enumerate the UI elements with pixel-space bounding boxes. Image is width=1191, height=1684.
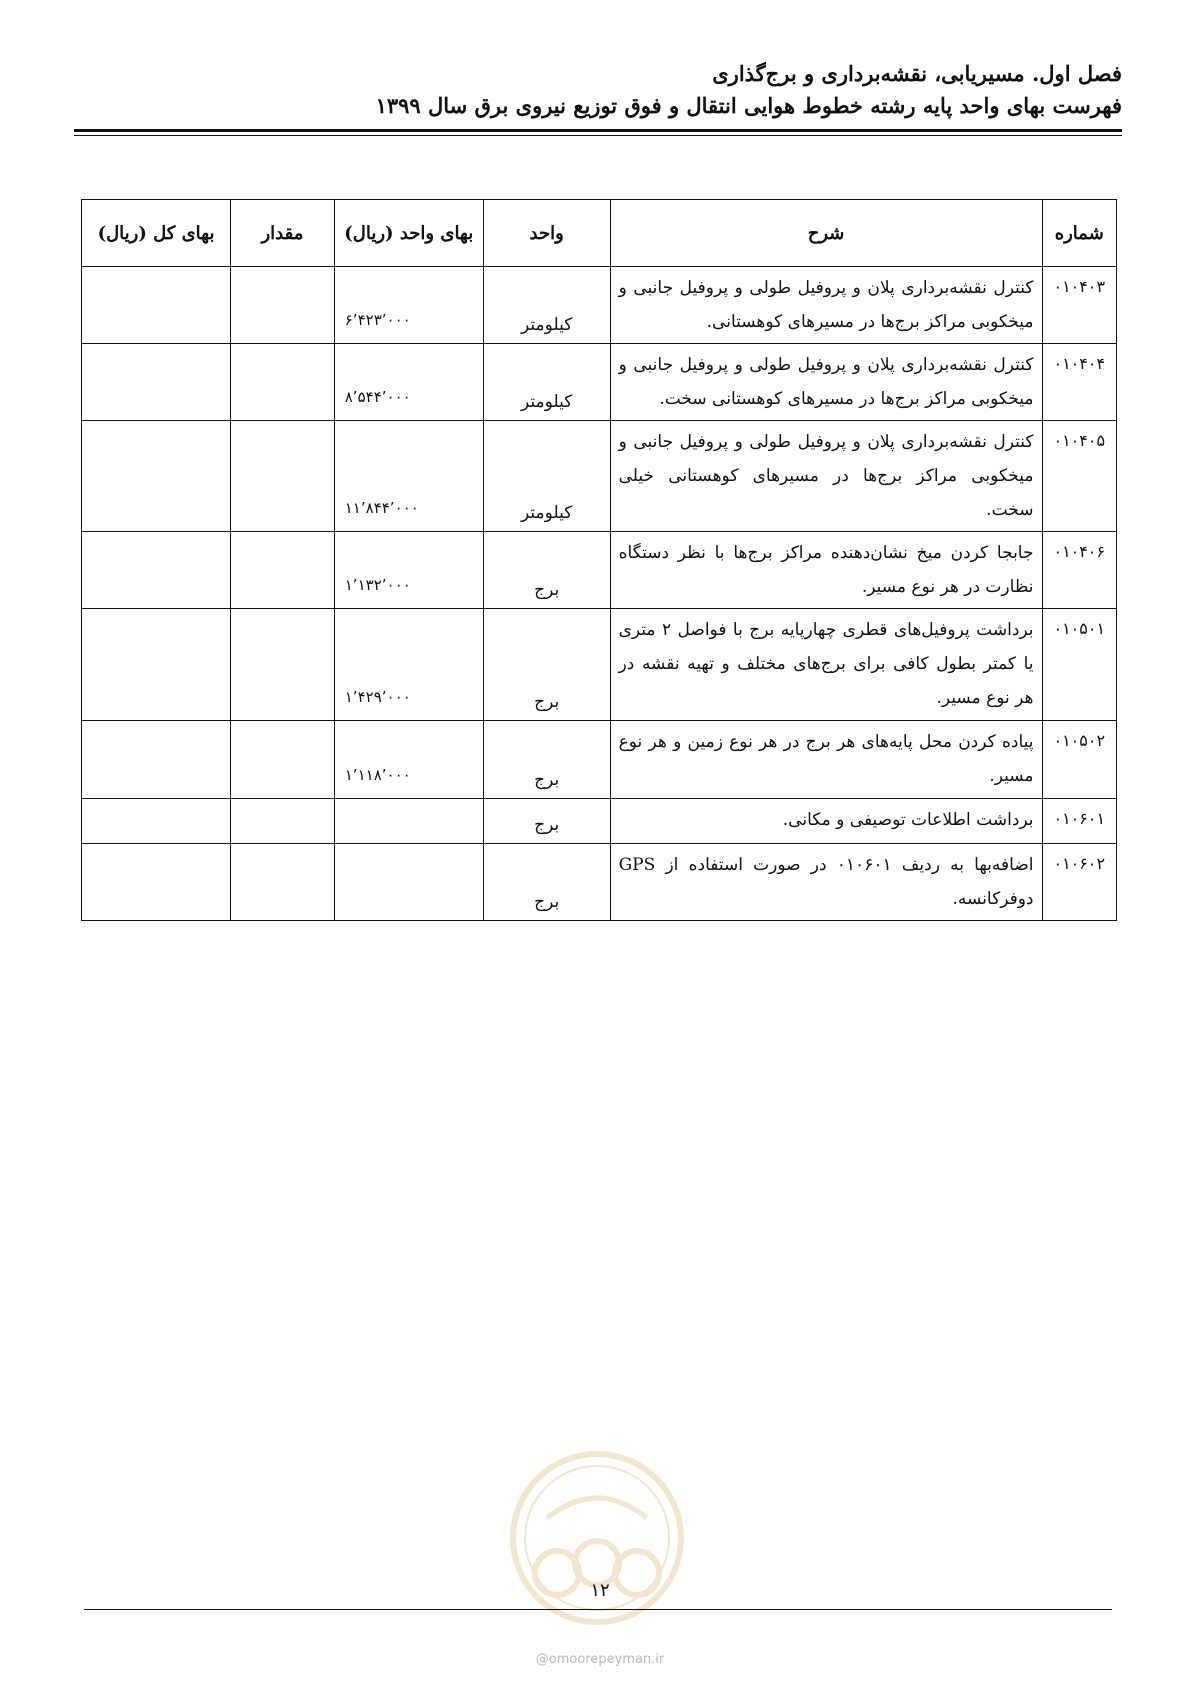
row-description: کنترل نقشه‌برداری پلان و پروفیل طولی و پروفیل جانبی و میخکوبی مراکز برج‌ها در مسیرهای کوهستانی خیلی سخت. — [610, 421, 1042, 532]
row-unit: کیلومتر — [483, 421, 610, 532]
row-quantity — [231, 344, 335, 421]
row-unit-price: ۶٬۴۲۳٬۰۰۰ — [334, 267, 483, 344]
header-rule-thin — [74, 135, 1122, 136]
row-description: کنترل نقشه‌برداری پلان و پروفیل طولی و پروفیل جانبی و میخکوبی مراکز برج‌ها در مسیرهای کوهستانی. — [610, 267, 1042, 344]
watermark-seal-icon — [507, 1448, 687, 1628]
row-description: اضافه‌بها به ردیف ۰۱۰۶۰۱ در صورت استفاده از GPS دوفرکانسه. — [610, 844, 1042, 921]
header-total-price: بهای کل (ریال) — [82, 200, 231, 267]
page-number: ۱۲ — [590, 1580, 610, 1601]
row-unit: برج — [483, 799, 610, 844]
row-quantity — [231, 532, 335, 609]
table-row — [82, 844, 1117, 921]
row-unit: برج — [483, 609, 610, 721]
row-code: ۰۱۰۴۰۵ — [1042, 421, 1117, 532]
row-unit-price — [334, 844, 483, 921]
chapter-title: فصل اول. مسیریابی، نقشه‌برداری و برج‌گذاری — [712, 61, 1122, 86]
row-quantity — [231, 844, 335, 921]
header-quantity: مقدار — [231, 200, 335, 267]
row-total — [82, 799, 231, 844]
row-total — [82, 421, 231, 532]
price-table — [81, 199, 1117, 921]
header-unit: واحد — [483, 200, 610, 267]
row-unit: برج — [483, 532, 610, 609]
row-quantity — [231, 267, 335, 344]
row-unit-price — [334, 799, 483, 844]
row-code: ۰۱۰۴۰۳ — [1042, 267, 1117, 344]
row-quantity — [231, 799, 335, 844]
table-row — [82, 799, 1117, 844]
watermark-url: @omoorepeyman.ir — [535, 1652, 665, 1667]
row-unit-price: ۱۱٬۸۴۴٬۰۰۰ — [334, 421, 483, 532]
header-description: شرح — [610, 200, 1042, 267]
row-quantity — [231, 609, 335, 721]
row-description: برداشت پروفیل‌های قطری چهارپایه برج با فواصل ۲ متری یا کمتر بطول کافی برای برج‌های مختلف و تهیه نقشه در هر نوع مسیر. — [610, 609, 1042, 721]
header-code: شماره — [1042, 200, 1117, 267]
table-row — [82, 721, 1117, 799]
row-total — [82, 844, 231, 921]
row-unit-price: ۱٬۱۳۲٬۰۰۰ — [334, 532, 483, 609]
row-unit: کیلومتر — [483, 344, 610, 421]
page-header — [74, 58, 1122, 122]
row-description: پیاده کردن محل پایه‌های هر برج در هر نوع زمین و هر نوع مسیر. — [610, 721, 1042, 799]
table-row — [82, 532, 1117, 609]
footer-rule — [84, 1609, 1112, 1610]
row-total — [82, 532, 231, 609]
table-row — [82, 267, 1117, 344]
row-quantity — [231, 721, 335, 799]
row-total — [82, 609, 231, 721]
row-code: ۰۱۰۶۰۲ — [1042, 844, 1117, 921]
row-unit-price: ۱٬۱۱۸٬۰۰۰ — [334, 721, 483, 799]
row-code: ۰۱۰۶۰۱ — [1042, 799, 1117, 844]
row-unit: برج — [483, 721, 610, 799]
row-description: جابجا کردن میخ نشان‌دهنده مراکز برج‌ها با نظر دستگاه نظارت در هر نوع مسیر. — [610, 532, 1042, 609]
header-rule-thick — [74, 129, 1122, 132]
row-code: ۰۱۰۴۰۶ — [1042, 532, 1117, 609]
row-quantity — [231, 421, 335, 532]
row-code: ۰۱۰۵۰۱ — [1042, 609, 1117, 721]
row-description: کنترل نقشه‌برداری پلان و پروفیل طولی و پروفیل جانبی و میخکوبی مراکز برج‌ها در مسیرهای کوهستانی سخت. — [610, 344, 1042, 421]
row-total — [82, 344, 231, 421]
row-code: ۰۱۰۵۰۲ — [1042, 721, 1117, 799]
row-unit-price: ۱٬۴۲۹٬۰۰۰ — [334, 609, 483, 721]
price-list-title: فهرست بهای واحد پایه رشته خطوط هوایی انتقال و فوق توزیع نیروی برق سال ۱۳۹۹ — [375, 93, 1122, 118]
row-total — [82, 721, 231, 799]
row-description: برداشت اطلاعات توصیفی و مکانی. — [610, 799, 1042, 844]
row-unit-price: ۸٬۵۴۴٬۰۰۰ — [334, 344, 483, 421]
table-row — [82, 421, 1117, 532]
table-row — [82, 344, 1117, 421]
table-row — [82, 609, 1117, 721]
row-total — [82, 267, 231, 344]
row-unit: کیلومتر — [483, 267, 610, 344]
table-header-row — [82, 200, 1117, 267]
row-unit: برج — [483, 844, 610, 921]
header-unit-price: بهای واحد (ریال) — [334, 200, 483, 267]
row-code: ۰۱۰۴۰۴ — [1042, 344, 1117, 421]
